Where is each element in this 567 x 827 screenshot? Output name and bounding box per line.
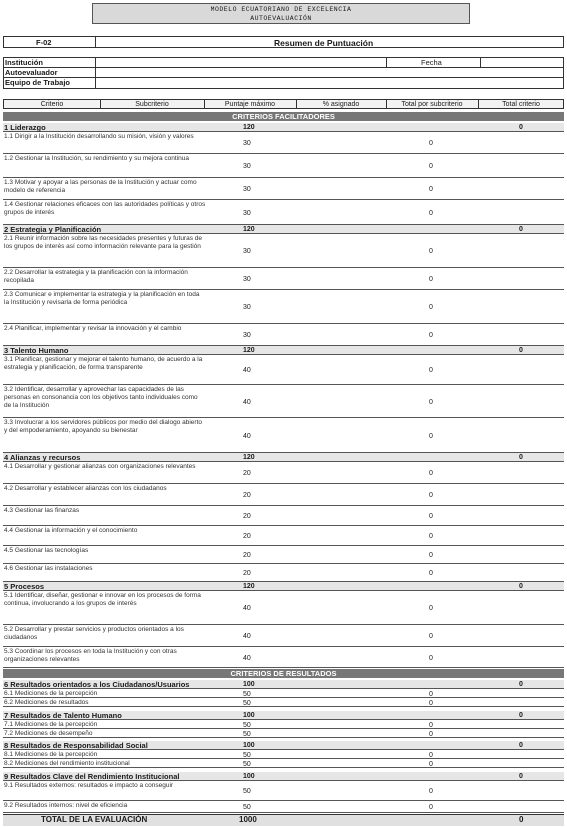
col-asignado: % asignado [322, 101, 360, 108]
subcriterion-total: 0 [429, 398, 433, 406]
assigned-percent-field[interactable] [295, 178, 385, 199]
criterion-row [3, 741, 564, 750]
column-headers [3, 99, 564, 109]
subcriterion-total: 0 [429, 760, 433, 768]
max-score: 50 [243, 699, 251, 707]
subcriterion-total: 0 [429, 751, 433, 759]
assigned-percent-field[interactable] [295, 506, 385, 525]
max-score: 40 [243, 367, 251, 374]
assigned-percent-field[interactable] [295, 546, 385, 563]
subcriterion-label: 7.2 Mediciones de desempeño [4, 730, 93, 737]
subcriterion-row [3, 462, 564, 484]
subcriterion-label: 9.1 Resultados externos: resultados e impacto a conseguir [4, 782, 174, 789]
assigned-percent-field[interactable] [295, 750, 385, 758]
subcriterion-label: 8.1 Mediciones de la percepción [4, 751, 98, 758]
assigned-percent-field[interactable] [295, 132, 385, 153]
subcriterion-row [3, 759, 564, 768]
assigned-percent-field[interactable] [295, 346, 385, 354]
subcriterion-label: 5.1 Identificar, diseñar, gestionar e innovar en los procesos de forma continua, involucrando a los grupos de interés [4, 592, 201, 607]
max-score: 40 [243, 605, 251, 612]
assigned-percent-field[interactable] [295, 324, 385, 345]
header-line-2: AUTOEVALUACIÓN [250, 15, 312, 22]
max-score: 20 [243, 570, 251, 577]
max-score: 40 [243, 432, 251, 440]
subcriterion-total: 0 [429, 492, 433, 499]
subcriterion-label: 5.3 Coordinar los procesos en toda la Institución y con otras organizaciones relevantes [4, 648, 177, 663]
criterion-label: 4 Alianzas y recursos [4, 453, 81, 462]
subcriterion-label: 5.2 Desarrollar y prestar servicios y productos orientados a los ciudadanos [4, 626, 184, 641]
equipo-label: Equipo de Trabajo [5, 78, 71, 87]
subcriterion-row [3, 720, 564, 729]
max-score: 20 [243, 492, 251, 499]
equipo-field[interactable] [96, 78, 563, 88]
subcriterion-row [3, 290, 564, 324]
max-score: 100 [243, 712, 255, 719]
max-score: 50 [243, 804, 251, 811]
max-score: 50 [243, 788, 251, 795]
subcriterion-total: 0 [429, 552, 433, 559]
col-criterio: Criterio [40, 101, 64, 108]
subcriterion-total: 0 [429, 432, 433, 440]
subcriterion-total: 0 [429, 140, 433, 147]
max-score: 30 [243, 276, 251, 283]
criterion-label: 2 Estrategia y Planificación [4, 225, 102, 234]
assigned-percent-field[interactable] [295, 772, 385, 780]
max-score: 100 [243, 773, 255, 780]
assigned-percent-field[interactable] [295, 625, 385, 646]
subcriterion-row [3, 801, 564, 813]
form-code: F-02 [36, 38, 52, 47]
subcriterion-total: 0 [429, 633, 433, 640]
header-line-1: MODELO ECUATORIANO DE EXCELENCIA [210, 6, 352, 13]
max-score: 30 [243, 140, 251, 147]
subcriterion-total: 0 [429, 470, 433, 477]
assigned-percent-field[interactable] [295, 759, 385, 767]
subcriterion-row [3, 564, 564, 582]
subcriterion-row [3, 178, 564, 200]
subcriterion-row [3, 698, 564, 707]
subcriterion-row [3, 200, 564, 225]
assigned-percent-field[interactable] [295, 154, 385, 177]
subcriterion-row [3, 781, 564, 801]
assigned-percent-field[interactable] [295, 234, 385, 267]
subcriterion-total: 0 [429, 804, 433, 811]
criterion-label: 3 Talento Humano [4, 346, 69, 355]
max-score: 100 [243, 681, 255, 688]
form-title: Resumen de Puntuación [274, 38, 374, 48]
criterion-total: 0 [519, 124, 523, 131]
subcriterion-label: 6.1 Mediciones de la percepción [4, 690, 98, 697]
assigned-percent-field[interactable] [295, 462, 385, 483]
criterion-row [3, 346, 564, 355]
max-score: 120 [243, 347, 255, 354]
assigned-percent-field[interactable] [295, 801, 385, 812]
criterion-label: 7 Resultados de Talento Humano [4, 711, 122, 720]
max-score: 120 [243, 124, 255, 131]
criterion-row [3, 680, 564, 689]
criterion-total: 0 [519, 742, 523, 749]
assigned-percent-field[interactable] [295, 711, 385, 719]
max-score: 30 [243, 163, 251, 170]
total-row [3, 814, 564, 826]
subcriterion-label: 1.1 Dirigir a la Institución desarrollando su misión, visión y valores [4, 133, 194, 140]
criterion-total: 0 [519, 773, 523, 780]
subcriterion-label: 3.2 Identificar, desarrollar y aprovechar las capacidades de las personas en consonancia con los objetivos tanto individuales como de la Institución [4, 386, 198, 409]
subcriterion-total: 0 [429, 304, 433, 311]
subcriterion-row [3, 268, 564, 290]
criterion-row [3, 453, 564, 462]
assigned-percent-field[interactable] [295, 526, 385, 545]
max-score: 20 [243, 513, 251, 520]
assigned-percent-field[interactable] [295, 355, 385, 384]
assigned-percent-field[interactable] [295, 225, 385, 233]
subcriterion-label: 1.3 Motivar y apoyar a las personas de la Institución y actuar como modelo de referencia [4, 179, 197, 194]
assigned-percent-field[interactable] [295, 647, 385, 667]
subcriterion-row [3, 546, 564, 564]
max-score: 20 [243, 533, 251, 540]
criterion-row [3, 123, 564, 132]
assigned-percent-field[interactable] [295, 268, 385, 289]
subcriterion-row [3, 506, 564, 526]
subcriterion-total: 0 [429, 788, 433, 795]
subcriterion-row [3, 418, 564, 453]
max-score: 50 [243, 690, 251, 698]
assigned-percent-field[interactable] [295, 290, 385, 323]
criterion-total: 0 [519, 347, 523, 354]
subcriterion-row [3, 729, 564, 738]
subcriterion-total: 0 [429, 721, 433, 729]
subcriterion-label: 2.4 Planificar, implementar y revisar la innovación y el cambio [4, 325, 182, 332]
criterion-total: 0 [519, 681, 523, 688]
subcriterion-label: 6.2 Mediciones de resultados [4, 699, 89, 706]
subcriterion-label: 1.2 Gestionar la Institución, su rendimiento y su mejora continua [4, 155, 189, 162]
assigned-percent-field[interactable] [295, 698, 385, 706]
subcriterion-total: 0 [429, 186, 433, 193]
criterion-total: 0 [519, 454, 523, 461]
criterion-row [3, 772, 564, 781]
max-score: 50 [243, 730, 251, 738]
assigned-percent-field[interactable] [295, 123, 385, 131]
document-header [92, 3, 470, 24]
assigned-percent-field[interactable] [295, 200, 385, 224]
subcriterion-row [3, 625, 564, 647]
subcriterion-row [3, 234, 564, 268]
subcriterion-total: 0 [429, 163, 433, 170]
max-score: 30 [243, 248, 251, 255]
total-max: 1000 [239, 815, 257, 824]
subcriterion-total: 0 [429, 699, 433, 707]
info-block [3, 57, 564, 89]
section-facilitadores: CRITERIOS FACILITADORES [3, 112, 564, 121]
assigned-percent-field[interactable] [295, 781, 385, 800]
total-label: TOTAL DE LA EVALUACIÓN [41, 815, 148, 824]
subcriterion-label: 3.3 Involucrar a los servidores públicos por medio del dialogo abierto y del empoderamiento, apoyando su bienestar [4, 419, 202, 434]
max-score: 20 [243, 470, 251, 477]
autoevaluador-field[interactable] [96, 68, 563, 77]
criterion-total: 0 [519, 583, 523, 590]
max-score: 30 [243, 304, 251, 311]
fecha-label: Fecha [421, 58, 442, 67]
max-score: 20 [243, 552, 251, 559]
subcriterion-total: 0 [429, 730, 433, 738]
subcriterion-label: 4.4 Gestionar la información y el conocimiento [4, 527, 138, 534]
subcriterion-row [3, 526, 564, 546]
subcriterion-row [3, 154, 564, 178]
subcriterion-row [3, 132, 564, 154]
max-score: 40 [243, 398, 251, 406]
subcriterion-row [3, 484, 564, 506]
assigned-percent-field[interactable] [295, 484, 385, 505]
subcriterion-row [3, 750, 564, 759]
subcriterion-label: 2.3 Comunicar e implementar la estrategia y la planificación en toda la Institución y revisarla de forma periódica [4, 291, 200, 306]
subcriterion-row [3, 355, 564, 385]
subcriterion-label: 8.2 Mediciones del rendimiento institucional [4, 760, 130, 767]
max-score: 120 [243, 454, 255, 461]
assigned-percent-field[interactable] [295, 418, 385, 452]
total-value: 0 [519, 815, 524, 824]
fecha-field[interactable] [481, 58, 563, 67]
subcriterion-total: 0 [429, 248, 433, 255]
criterion-label: 6 Resultados orientados a los Ciudadanos/Usuarios [4, 680, 190, 689]
subcriterion-label: 4.1 Desarrollar y gestionar alianzas con organizaciones relevantes [4, 463, 196, 470]
assigned-percent-field[interactable] [295, 453, 385, 461]
assigned-percent-field[interactable] [295, 564, 385, 581]
max-score: 50 [243, 760, 251, 768]
subcriterion-label: 4.3 Gestionar las finanzas [4, 507, 80, 514]
criterion-total: 0 [519, 712, 523, 719]
col-puntaje: Puntaje máximo [224, 101, 276, 108]
criterion-row [3, 225, 564, 234]
max-score: 50 [243, 721, 251, 729]
col-total-sub: Total por subcriterio [401, 101, 463, 108]
criterion-label: 9 Resultados Clave del Rendimiento Institucional [4, 772, 180, 781]
max-score: 30 [243, 209, 251, 217]
col-total-crit: Total criterio [502, 101, 540, 108]
max-score: 30 [243, 186, 251, 193]
subcriterion-label: 1.4 Gestionar relaciones eficaces con las autoridades políticas y otros grupos de interés [4, 201, 206, 216]
col-subcriterio: Subcriterio [135, 101, 169, 108]
subcriterion-total: 0 [429, 367, 433, 374]
subcriterion-total: 0 [429, 533, 433, 540]
assigned-percent-field[interactable] [295, 591, 385, 624]
subcriterion-label: 2.2 Desarrollar la estrategia y la planificación con la información recopilada [4, 269, 188, 284]
subcriterion-label: 7.1 Mediciones de la percepción [4, 721, 98, 728]
criterion-row [3, 582, 564, 591]
institucion-label: Institución [5, 58, 43, 67]
criterion-row [3, 711, 564, 720]
criterion-total: 0 [519, 226, 523, 233]
assigned-percent-field[interactable] [295, 680, 385, 688]
criterion-label: 1 Liderazgo [4, 123, 46, 132]
subcriterion-row [3, 385, 564, 418]
max-score: 40 [243, 654, 251, 662]
assigned-percent-field[interactable] [295, 741, 385, 749]
subcriterion-row [3, 689, 564, 698]
subcriterion-label: 4.6 Gestionar las instalaciones [4, 565, 93, 572]
max-score: 100 [243, 742, 255, 749]
autoevaluador-label: Autoevaluador [5, 68, 58, 77]
subcriterion-label: 9.2 Resultados internos: nivel de eficiencia [4, 802, 128, 809]
subcriterion-total: 0 [429, 276, 433, 283]
assigned-percent-field[interactable] [295, 720, 385, 728]
section-resultados: CRITERIOS DE RESULTADOS [3, 669, 564, 678]
subcriterion-label: 4.5 Gestionar las tecnologías [4, 547, 89, 554]
subcriterion-total: 0 [429, 513, 433, 520]
subcriterion-total: 0 [429, 605, 433, 612]
subcriterion-total: 0 [429, 690, 433, 698]
subcriterion-row [3, 591, 564, 625]
assigned-percent-field[interactable] [295, 385, 385, 417]
subcriterion-label: 2.1 Reunir información sobre las necesidades presentes y futuras de los grupos de interés así como información relevante para la gestión [4, 235, 202, 250]
criterion-label: 8 Resultados de Responsabilidad Social [4, 741, 148, 750]
subcriterion-total: 0 [429, 654, 433, 662]
subcriterion-label: 3.1 Planificar, gestionar y mejorar el talento humano, de acuerdo a la estrategia y planificación, de forma transparente [4, 356, 203, 371]
subcriterion-total: 0 [429, 332, 433, 339]
assigned-percent-field[interactable] [295, 689, 385, 697]
max-score: 120 [243, 583, 255, 590]
subcriterion-row [3, 324, 564, 346]
subcriterion-label: 4.2 Desarrollar y establecer alianzas con los ciudadanos [4, 485, 167, 492]
max-score: 120 [243, 226, 255, 233]
assigned-percent-field[interactable] [295, 582, 385, 590]
institucion-field[interactable] [96, 58, 386, 67]
subcriterion-total: 0 [429, 209, 433, 217]
max-score: 30 [243, 332, 251, 339]
subcriterion-total: 0 [429, 570, 433, 577]
max-score: 40 [243, 633, 251, 640]
criterion-label: 5 Procesos [4, 582, 45, 591]
assigned-percent-field[interactable] [295, 729, 385, 737]
form-title-bar [3, 36, 564, 48]
max-score: 50 [243, 751, 251, 759]
subcriterion-row [3, 647, 564, 668]
